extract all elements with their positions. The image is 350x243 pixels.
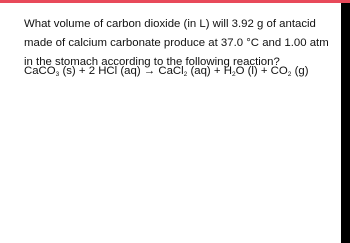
equation-segment-4: (g) xyxy=(291,65,309,77)
equation-segment-3: O (l) + CO xyxy=(235,65,288,77)
subscript-2-h2o: 2 xyxy=(231,71,236,78)
chemical-equation xyxy=(24,62,309,81)
equation-segment-2: (aq) + H xyxy=(187,65,232,77)
right-edge-strip xyxy=(341,3,350,243)
equation-segment-1: (s) + 2 HCl (aq) → xyxy=(59,65,159,77)
subscript-3: 3 xyxy=(55,71,60,78)
subscript-2-co2: 2 xyxy=(287,71,292,78)
question-text: What volume of carbon dioxide (in L) will 3.92 g of antacid made of calcium carbonate produce at 37.0 °C and 1.00 atm in the stomach according to the following reaction? xyxy=(24,18,329,68)
subscript-2-cacl: 2 xyxy=(183,71,188,78)
product-cacl2: CaCl xyxy=(158,65,184,77)
reactant-caco3: CaCO xyxy=(24,65,56,77)
question-panel xyxy=(0,3,341,243)
